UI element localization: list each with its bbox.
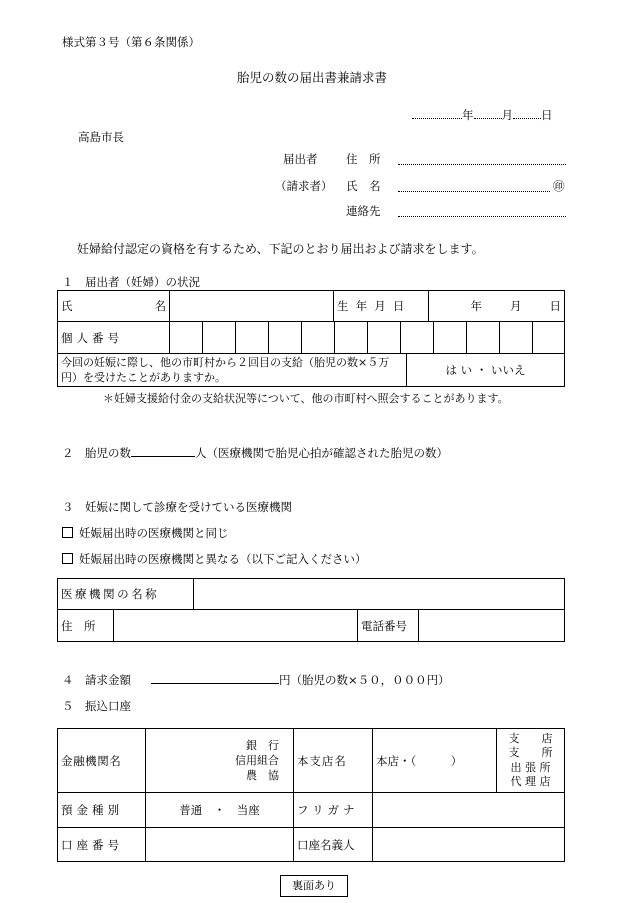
fetus-count-suffix: 人（医療機関で胎児心拍が確認された胎児の数） <box>195 446 448 460</box>
name-label: 氏 名 <box>346 179 381 193</box>
different-facility-option[interactable] <box>62 551 367 567</box>
fetus-count-label: ２ 胎児の数 <box>62 446 131 460</box>
facility-phone-label-cell: 電話番号 <box>358 610 419 642</box>
id-digit-cell[interactable] <box>302 322 335 354</box>
seal-mark: ㊞ <box>553 179 565 193</box>
furigana-label-cell: フリガナ <box>294 793 373 828</box>
bank-account-table <box>57 728 565 862</box>
different-facility-checkbox[interactable] <box>62 553 73 564</box>
birth-month-label: 月 <box>510 299 522 313</box>
claim-amount-suffix: 円（胎児の数×５０，０００円） <box>279 673 450 687</box>
form-number: 様式第３号（第６条関係） <box>62 35 200 49</box>
date-month-label: 月 <box>501 108 513 122</box>
facility-name-input[interactable] <box>194 579 565 610</box>
fetus-count-line <box>62 444 448 461</box>
prior-payment-table <box>57 353 565 387</box>
id-digit-cell[interactable] <box>467 322 500 354</box>
facility-address-label-cell: 住 所 <box>58 610 114 642</box>
facility-name-table <box>57 578 565 610</box>
facility-address-table <box>57 609 565 642</box>
bank-type-agri-coop: 農 協 <box>246 769 279 782</box>
id-digit-cell[interactable] <box>434 322 467 354</box>
same-facility-checkbox[interactable] <box>62 527 73 538</box>
id-digit-cell[interactable] <box>500 322 533 354</box>
id-digit-cell[interactable] <box>401 322 434 354</box>
id-number-table <box>57 321 565 354</box>
id-label-cell: 個人番号 <box>58 322 170 354</box>
address-field[interactable] <box>398 164 566 165</box>
id-digit-cell[interactable] <box>335 322 368 354</box>
id-digit-cell[interactable] <box>170 322 203 354</box>
fetus-count-field[interactable] <box>131 444 195 457</box>
account-number-label-cell: 口座番号 <box>58 828 146 862</box>
contact-label: 連絡先 <box>346 204 381 218</box>
applicant-status-table <box>57 290 565 322</box>
bank-type-bank: 銀 行 <box>246 739 279 752</box>
claim-amount-field[interactable] <box>151 671 279 684</box>
date-year-label: 年 <box>462 108 474 122</box>
id-digit-cell[interactable] <box>533 322 565 354</box>
bank-name-input[interactable] <box>146 729 294 793</box>
branch-type-cell[interactable] <box>497 729 565 793</box>
branch-input[interactable]: 本店・（ ） <box>373 729 497 793</box>
claim-amount-label: ４ 請求金額 <box>62 673 131 687</box>
birth-label-cell: 生 年 月 日 <box>334 291 429 322</box>
contact-field[interactable] <box>398 216 566 217</box>
date-day-label: 日 <box>541 108 553 122</box>
name-input-cell[interactable] <box>170 291 334 322</box>
birth-year-label: 年 <box>470 299 482 313</box>
bank-name-label-cell: 金融機関名 <box>58 729 146 793</box>
account-holder-input[interactable] <box>373 828 565 862</box>
section3-heading: ３ 妊娠に関して診療を受けている医療機関 <box>62 500 292 514</box>
branch-type-sub-office: 出 張 所 <box>510 760 551 774</box>
name-label-a: 氏 <box>61 299 73 313</box>
facility-name-label-cell: 医療機関の名称 <box>58 579 194 610</box>
account-type-value[interactable]: 普通 ・ 当座 <box>146 793 294 828</box>
id-digit-cell[interactable] <box>236 322 269 354</box>
branch-label-cell: 本支店名 <box>294 729 373 793</box>
claim-amount-line <box>62 671 450 688</box>
section1-heading: １ 届出者（妊婦）の状況 <box>62 275 200 289</box>
account-type-label-cell: 預金種別 <box>58 793 146 828</box>
branch-type-agency: 代 理 店 <box>510 775 551 788</box>
applicant-role2: （請求者） <box>275 179 333 193</box>
inquiry-note: ＊妊婦支援給付金の支給状況等について、他の市町村へ照会することがあります。 <box>103 392 509 405</box>
intro-text: 妊婦給付認定の資格を有するため、下記のとおり届出および請求をします。 <box>77 242 484 256</box>
branch-type-office: 支 所 <box>508 746 553 759</box>
different-facility-label: 妊娠届出時の医療機関と異なる（以下ご記入ください） <box>79 552 367 566</box>
furigana-input[interactable] <box>373 793 565 828</box>
page-title: 胎児の数の届出書兼請求書 <box>237 70 388 85</box>
name-field[interactable] <box>398 191 550 192</box>
addressee: 高島市長 <box>78 130 124 144</box>
date-line <box>412 107 553 123</box>
name-header-cell <box>58 291 170 322</box>
birth-day-label: 日 <box>549 299 561 313</box>
facility-address-input[interactable] <box>114 610 358 642</box>
same-facility-option[interactable] <box>62 525 229 541</box>
account-number-input[interactable] <box>146 828 294 862</box>
id-digit-cell[interactable] <box>368 322 401 354</box>
address-label: 住 所 <box>346 152 381 166</box>
birth-input-cell[interactable] <box>429 291 565 322</box>
same-facility-label: 妊娠届出時の医療機関と同じ <box>79 526 229 540</box>
back-side-note: 裏面あり <box>280 875 348 897</box>
prior-payment-answer[interactable]: は い ・ いいえ <box>407 354 565 387</box>
applicant-role: 届出者 <box>283 152 318 166</box>
prior-payment-question: 今回の妊娠に際し、他の市町村から２回目の支給（胎児の数×５万円）を受けたことがありますか。 <box>58 354 407 387</box>
id-digit-cell[interactable] <box>269 322 302 354</box>
account-holder-label-cell: 口座名義人 <box>294 828 373 862</box>
branch-type-branch: 支 店 <box>508 731 553 745</box>
section5-heading: ５ 振込口座 <box>62 699 131 713</box>
id-digit-cell[interactable] <box>203 322 236 354</box>
bank-type-credit-union: 信用組合 <box>235 754 279 767</box>
facility-phone-input[interactable] <box>419 610 565 642</box>
name-label-b: 名 <box>154 299 166 313</box>
